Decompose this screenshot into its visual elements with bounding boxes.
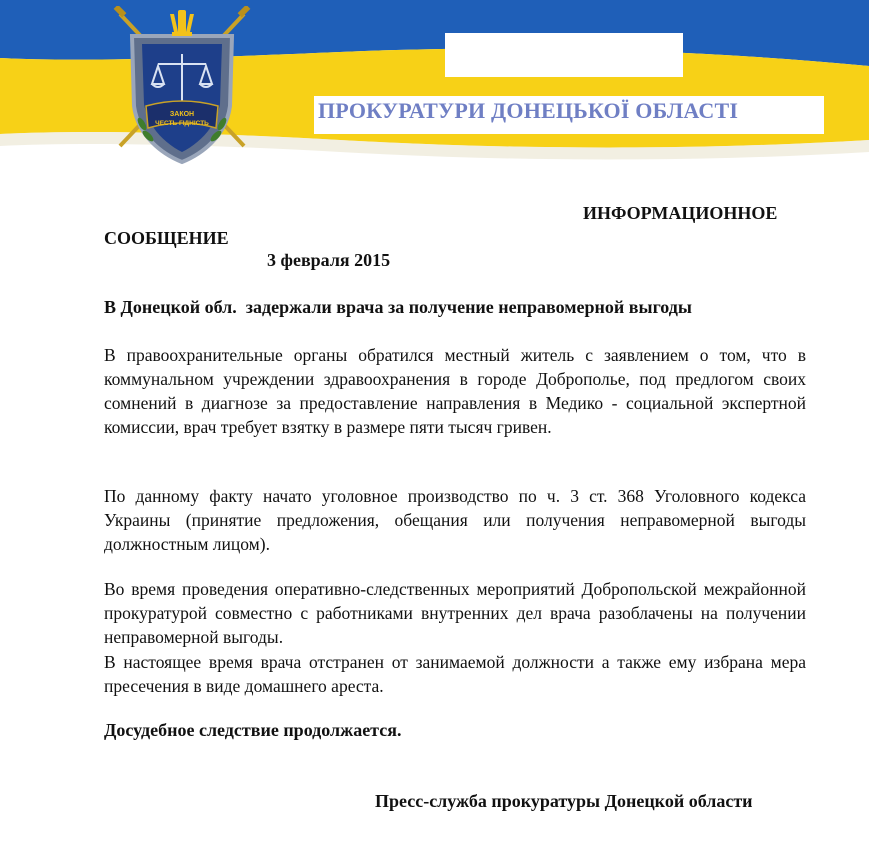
header-blank-box bbox=[445, 33, 683, 77]
organization-title: ПРОКУРАТУРИ ДОНЕЦЬКОЇ ОБЛАСТІ bbox=[318, 98, 739, 123]
paragraph-1: В правоохранительные органы обратился местный житель с заявлением о том, что в коммунальном учреждении здравоохранения в городе Доброполье, под предлогом своих сомнений в диагнозе за предоставление направления в Медико - социальной экспертной комиссии, врач требует взятку в размере пяти тысяч гривен. bbox=[104, 345, 806, 437]
emblem-motto-line1: ЗАКОН bbox=[169, 111, 195, 118]
paragraph-4: В настоящее время врача отстранен от занимаемой должности а также ему избрана мера пресечения в виде домашнего ареста. bbox=[104, 652, 806, 696]
trident-icon bbox=[170, 10, 194, 36]
message-date: 3 февраля 2015 bbox=[267, 250, 391, 270]
news-headline: В Донецкой обл. задержали врача за получение неправомерной выгоды bbox=[104, 297, 692, 317]
message-type-line-1: ИНФОРМАЦИОННОЕ bbox=[583, 203, 778, 223]
paragraph-3: Во время проведения оперативно-следственных мероприятий Добропольской межрайонной прокуратурой совместно с работниками внутренних дел врача разоблачены на получении неправомерной выгоды. bbox=[104, 579, 806, 647]
prosecutor-emblem bbox=[112, 6, 252, 166]
paragraph-2: По данному факту начато уголовное производство по ч. 3 ст. 368 Уголовного кодекса Украины (принятие предложения, обещания или получения неправомерной выгоды должностным лицом). bbox=[104, 486, 806, 554]
emblem-motto-line2: ЧЕСТЬ ГІДНІСТЬ bbox=[155, 120, 209, 127]
closing-statement: Досудебное следствие продолжается. bbox=[104, 720, 402, 740]
message-type-line-2: СООБЩЕНИЕ bbox=[104, 228, 229, 248]
press-service-signature: Пресс-служба прокуратуры Донецкой области bbox=[375, 791, 753, 811]
